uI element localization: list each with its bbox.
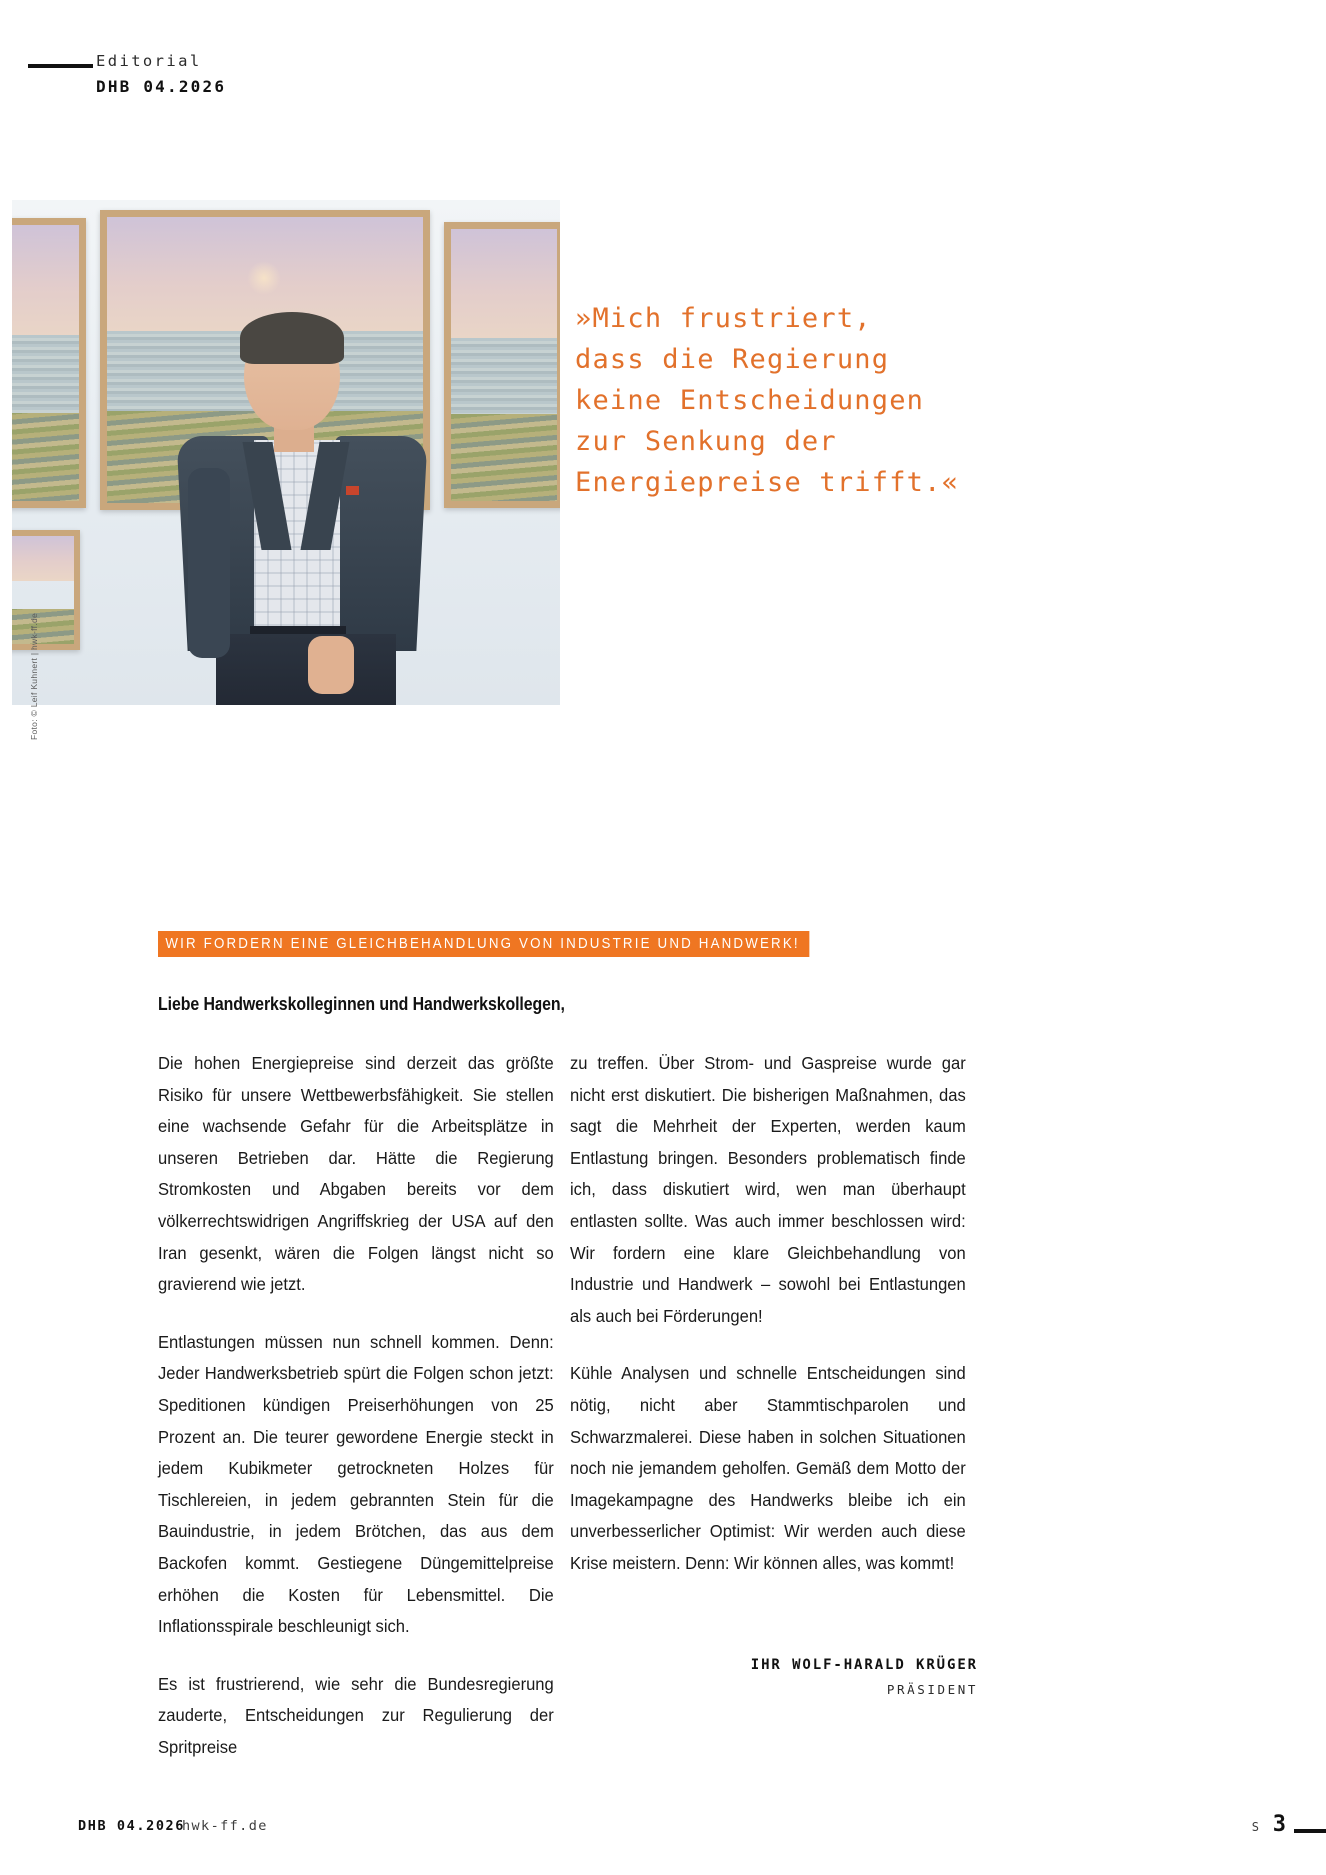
painting-frame <box>12 530 80 650</box>
pull-quote <box>575 298 1135 503</box>
hand <box>308 636 354 694</box>
footer-rule <box>1294 1829 1326 1833</box>
pull-quote-line: Energiepreise trifft.« <box>575 467 960 498</box>
photo-image <box>12 200 560 705</box>
painting-sky <box>12 536 74 581</box>
portrait-person <box>180 318 440 705</box>
signature-name: IHR WOLF-HARALD KRÜGER <box>750 1657 978 1673</box>
lapel-pin <box>346 486 359 495</box>
pull-quote-line: »Mich frustriert, <box>575 303 872 334</box>
painting-water <box>451 338 557 420</box>
body-column-left <box>158 1048 566 1789</box>
page-header <box>0 26 1326 96</box>
painting-sky <box>12 225 79 341</box>
trousers <box>216 634 396 705</box>
page-footer <box>0 1812 1326 1858</box>
salutation: Liebe Handwerkskolleginnen und Handwerkskollegen, <box>158 993 565 1014</box>
painting-frame <box>12 218 86 508</box>
body-column-right <box>570 1048 978 1606</box>
page-number: 3 <box>1272 1812 1286 1837</box>
painting-sun <box>247 261 281 295</box>
signature-block <box>570 1657 978 1697</box>
arm-left <box>188 468 230 658</box>
painting-frame <box>444 222 560 508</box>
painting-land <box>12 609 74 644</box>
paragraph: Kühle Analysen und schnelle Entscheidungen sind nötig, nicht aber Stammtischparolen und Schwarzmalerei. Diese haben in solchen Situationen noch nie jemandem geholfen. Gemäß dem Motto der Imagekampagne des Handwerks bleibe ich ein unverbesserlicher Optimist: Wir werden auch diese Krise meistern. Denn: Wir können alles, was kommt! <box>570 1364 966 1573</box>
footer-url[interactable]: hwk-ff.de <box>182 1818 268 1834</box>
hair <box>240 312 344 364</box>
photo-credit: Foto: © Leif Kuhnert | hwk-ff.de <box>29 612 39 740</box>
headline-banner: WIR FORDERN EINE GLEICHBEHANDLUNG VON INDUSTRIE UND HANDWERK! <box>158 931 809 957</box>
painting-water <box>12 335 79 418</box>
pull-quote-line: zur Senkung der <box>575 426 837 457</box>
paragraph: zu treffen. Über Strom- und Gaspreise wurde gar nicht erst diskutiert. Die bisherigen Maßnahmen, das sagt die Mehrheit der Experten, werden kaum Entlastung bringen. Besonders problematisch finde ich, dass diskutiert wird, wen man überhaupt entlasten sollte. Was auch immer beschlossen wird: Wir fordern eine klare Gleichbehandlung von Industrie und Handwerk – sowohl bei Entlastungen als auch bei Förderungen! <box>570 1054 966 1326</box>
signature-role: PRÄSIDENT <box>886 1682 978 1697</box>
painting-land <box>12 413 79 501</box>
painting-sky <box>451 229 557 343</box>
paragraph: Entlastungen müssen nun schnell kommen. Denn: Jeder Handwerksbetrieb spürt die Folgen schon jetzt: Speditionen kündigen Preiserhöhungen von 25 Prozent an. Die teurer gewordene Energie steckt in jedem Kubikmeter getrockneten Holzes für Tischlereien, in jedem gebrannten Stein für die Bauindustrie, in jedem Brötchen, das aus dem Backofen kommt. Gestiegene Düngemittelpreise erhöhen die Kosten für Lebensmittel. Die Inflationsspirale beschleunigt sich. <box>158 1332 554 1637</box>
paragraph: Es ist frustrierend, wie sehr die Bundesregierung zauderte, Entscheidungen zur Regulierung der Spritpreise <box>158 1674 554 1757</box>
header-rule <box>28 64 93 68</box>
pull-quote-line: dass die Regierung <box>575 344 890 375</box>
page-prefix: S <box>1251 1820 1260 1834</box>
pull-quote-line: keine Entscheidungen <box>575 385 925 416</box>
section-kicker: Editorial <box>96 52 202 70</box>
editorial-photo <box>12 200 560 705</box>
issue-label: DHB 04.2026 <box>96 77 227 96</box>
painting-land <box>451 414 557 501</box>
footer-issue: DHB 04.2026 <box>78 1818 186 1834</box>
paragraph: Die hohen Energiepreise sind derzeit das größte Risiko für unsere Wettbewerbsfähigkeit. Sie stellen eine wachsende Gefahr für die Arbeitsplätze in unseren Betrieben dar. Hätte die Regierung Stromkosten und Abgaben bereits vor dem völkerrechtswidrigen Angriffskrieg der USA auf den Iran gesenkt, wären die Folgen längst nicht so gravierend wie jetzt. <box>158 1054 554 1295</box>
